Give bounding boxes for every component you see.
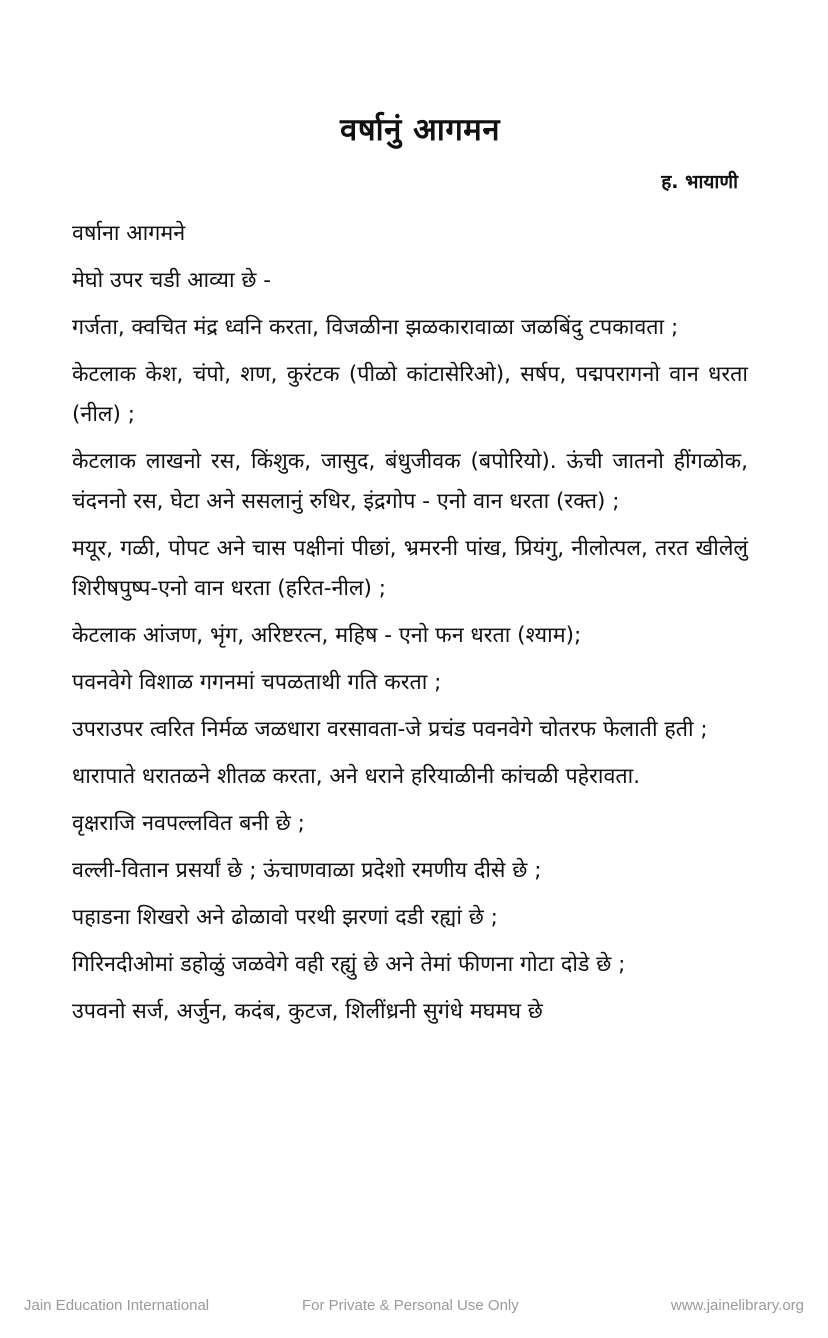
footer-publisher: Jain Education International [24,1297,210,1314]
paragraph: वल्ली-वितान प्रसर्यां छे ; ऊंचाणवाळा प्रदेशो रमणीय दीसे छे ; [72,858,542,883]
paragraph: मयूर, गळी, पोपट अने चास पक्षीनां पीछां, भ्रमरनी पांख, प्रियंगु, नीलोत्पल, तरत खीलेलुं शिरीषपुष्प-एनो वान धरता (हरित-नील) ; [72,536,748,601]
footer-usage-note: For Private & Personal Use Only [302,1297,519,1314]
paragraph: केटलाक आंजण, भृंग, अरिष्टरत्न, महिष - एनो फन धरता (श्याम); [72,623,582,648]
paragraph: पहाडना शिखरो अने ढोळावो परथी झरणां दडी रह्यां छे ; [72,905,498,930]
paragraph: केटलाक लाखनो रस, किंशुक, जासुद, बंधुजीवक (बपोरियो). ऊंची जातनो हींगळोक, चंदननो रस, घेटा अने ससलानुं रुधिर, इंद्रगोप - एनो वान धरता (रक्त) ; [72,449,748,514]
paragraph: मेघो उपर चडी आव्या छे - [72,268,272,293]
paragraph: गिरिनदीओमां डहोळुं जळवेगे वही रह्युं छे अने तेमां फीणना गोटा दोडे छे ; [72,952,626,977]
body-text [72,214,748,1039]
paragraph: पवनवेगे विशाळ गगनमां चपळताथी गति करता ; [72,670,442,695]
page-title: वर्षानुं आगमन [339,112,501,148]
paragraph: गर्जता, क्वचित मंद्र ध्वनि करता, विजळीना झळकारावाळा जळबिंदु टपकावता ; [72,315,679,340]
paragraph: उपराउपर त्वरित निर्मळ जळधारा वरसावता-जे प्रचंड पवनवेगे चोतरफ फेलाती हती ; [72,717,708,742]
paragraph: केटलाक केश, चंपो, शण, कुरंटक (पीळो कांटासेरिओ), सर्षप, पद्मपरागनो वान धरता (नील) ; [72,362,748,427]
paragraph: वृक्षराजि नवपल्लवित बनी छे ; [72,811,305,836]
paragraph: वर्षाना आगमने [72,221,186,246]
paragraph: धारापाते धरातळने शीतळ करता, अने धराने हरियाळीनी कांचळी पहेरावता. [72,764,641,789]
footer-website-link[interactable]: www.jainelibrary.org [670,1297,804,1314]
paragraph: उपवनो सर्ज, अर्जुन, कदंब, कुटज, शिलींध्रनी सुगंधे मघमघ छे [72,999,543,1024]
author-name: ह. भायाणी [661,171,738,193]
